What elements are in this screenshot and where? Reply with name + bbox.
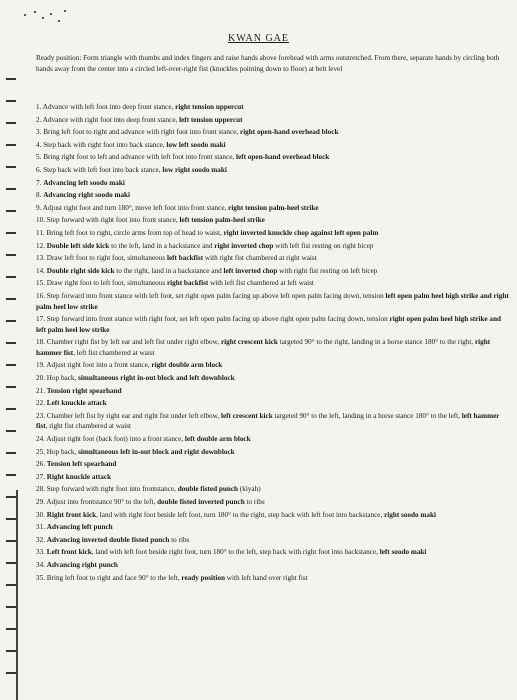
step-text: to ribs <box>169 535 190 544</box>
step-text: , left fist chambered at waist <box>73 348 155 357</box>
step-item <box>36 215 512 226</box>
step-technique: right crescent kick <box>220 338 278 347</box>
step-item <box>36 411 512 432</box>
step-item <box>36 241 512 252</box>
step-text: 12. <box>36 241 47 250</box>
step-technique: right tension uppercut <box>175 103 244 111</box>
step-technique: ready position <box>181 573 225 582</box>
step-text: 15. Draw right foot to left foot, simultaneous <box>36 279 167 288</box>
step-text: , land with right foot beside left foot, turn 180° to the right, step back with left foot into backstance, <box>96 510 385 519</box>
step-text: 35. Bring left foot to right and face 90° to the left, <box>36 573 182 582</box>
step-text: 10. Step forward with right foot into front stance, <box>36 216 180 225</box>
step-item <box>36 573 512 584</box>
step-text: 8. <box>36 191 44 200</box>
step-item <box>36 266 512 277</box>
step-technique: Right front kick <box>46 510 97 519</box>
step-item <box>36 140 512 151</box>
step-text: 33. <box>36 548 47 557</box>
step-technique: Advancing right punch <box>46 560 118 569</box>
binding-edge <box>2 60 32 700</box>
step-item <box>36 434 512 445</box>
step-text: 7. <box>36 178 44 187</box>
step-text: 28. Step forward with right foot into frontstance, <box>36 485 178 494</box>
step-item <box>36 165 512 176</box>
step-item <box>36 535 512 546</box>
step-text: 17. Step forward into front stance with right foot, set left open palm facing up above right open palm facing down, tension <box>36 315 390 324</box>
step-text: 3. Bring left foot to right and advance with right foot into front stance, <box>36 128 240 137</box>
step-text: (kiyah) <box>238 485 261 494</box>
step-technique: left open palm heel high strike and right palm heel low strike <box>36 291 509 311</box>
step-technique: right hammer fist <box>36 338 491 357</box>
step-technique: right backfist <box>166 279 209 288</box>
step-item <box>36 447 512 458</box>
step-text: 32. <box>36 535 47 544</box>
step-text: 21. <box>36 386 47 395</box>
step-text: 23. Chamber left fist by right ear and right fist under left elbow, <box>36 411 221 420</box>
step-text: 1. Advance with left foot into deep front stance, <box>36 103 176 111</box>
step-text: with left fist resting on right bicep <box>273 241 374 250</box>
step-text: to ribs <box>244 498 265 506</box>
step-text: 30. <box>36 510 47 519</box>
step-item <box>36 484 512 495</box>
step-item <box>36 547 512 558</box>
step-item <box>36 190 512 201</box>
step-text: 34. <box>36 560 47 569</box>
step-technique: right inverted chop <box>214 241 274 250</box>
step-text: 19. Adjust right foot into a front stance, <box>36 361 152 370</box>
step-technique: double fisted punch <box>177 485 239 494</box>
step-text: 11. Bring left foot to right, circle arms from top of head to waist, <box>36 228 224 237</box>
step-technique: right open palm heel high strike and left palm heel low strike <box>36 315 501 334</box>
step-technique: left crescent kick <box>220 411 273 420</box>
intro-paragraph: Ready position: Form triangle with thumbs and index fingers and raise hands above forehead with arms outstretched. From there, separate hands by circling both hands away from the center into a circled left-over-right fist (knuckles pointing down to floor) at belt level <box>36 54 500 73</box>
step-technique: right double arm block <box>151 361 223 370</box>
step-text: 14. <box>36 266 47 275</box>
step-item <box>36 560 512 571</box>
step-technique: right soodo maki <box>384 510 437 519</box>
step-text: 27. <box>36 472 47 481</box>
step-item <box>36 472 512 483</box>
step-text: 20. Hop back, <box>36 374 79 383</box>
step-technique: right tension palm-heel strike <box>228 203 319 212</box>
step-item <box>36 337 512 358</box>
step-technique: Tension left spearhand <box>46 460 117 469</box>
step-technique: Advancing inverted double fisted punch <box>46 535 170 544</box>
step-text: , land with left foot beside right foot, turn 180° to the left, step back with right foot into backstance, <box>91 548 380 557</box>
step-item <box>36 360 512 371</box>
step-technique: Tension right spearhand <box>46 386 122 395</box>
step-item <box>36 115 512 126</box>
step-technique: Advancing right soodo maki <box>43 191 131 200</box>
step-technique: low right soodo maki <box>162 165 227 174</box>
step-text: with right fist resting on left bicep <box>277 266 378 275</box>
step-item <box>36 291 512 312</box>
step-technique: left double arm block <box>184 435 251 444</box>
step-technique: Double right side kick <box>46 266 115 275</box>
step-technique: left hammer fist <box>36 411 500 431</box>
step-text: with right fist chambered at right waist <box>203 254 317 263</box>
step-technique: left open-hand overhead block <box>236 153 330 162</box>
step-item <box>36 228 512 239</box>
step-technique: Double left side kick <box>46 241 110 250</box>
step-text: 24. Adjust right foot (back foot) into a front stance, <box>36 435 185 444</box>
step-text: with left hand over right fist <box>225 573 308 582</box>
step-text: to the right, land in a backstance and <box>114 266 224 275</box>
step-text: , right fist chambered at waist <box>45 422 132 431</box>
step-item <box>36 127 512 138</box>
step-text: targeted 90° to the left, landing in a horse stance 180° to the left, <box>272 411 462 420</box>
step-technique: low left soodo maki <box>166 140 226 149</box>
step-technique: simultaneous left in-out block and right downblock <box>78 447 235 456</box>
step-technique: right inverted knuckle chop against left open palm <box>223 228 379 237</box>
step-text: 9. Adjust right foot and turn 180°, move left foot into front stance, <box>36 203 229 212</box>
step-technique: left backfist <box>166 254 204 263</box>
step-item <box>36 497 512 508</box>
step-technique: Advancing left soodo maki <box>43 178 125 187</box>
page-title: KWAN GAE <box>227 33 290 44</box>
step-technique: Advancing left punch <box>46 523 113 532</box>
step-item <box>36 152 512 163</box>
step-text: 4. Step back with right foot into back stance, <box>36 140 167 149</box>
step-technique: double fisted inverted punch <box>157 498 245 506</box>
step-item <box>36 314 512 335</box>
step-item <box>36 203 512 214</box>
step-item <box>36 178 512 189</box>
step-text: 22. <box>36 399 47 408</box>
step-item <box>36 522 512 533</box>
step-item <box>36 373 512 384</box>
step-technique: left inverted chop <box>223 266 278 275</box>
step-technique: Left knuckle attack <box>46 399 107 408</box>
step-technique: Right knuckle attack <box>46 472 112 481</box>
step-text: 26. <box>36 460 47 469</box>
step-item <box>36 398 512 409</box>
step-item <box>36 102 512 113</box>
step-item <box>36 253 512 264</box>
step-text: with left fist chambered at left waist <box>208 279 314 288</box>
step-text: 18. Chamber right fist by left ear and left fist under right elbow, <box>36 338 221 347</box>
step-text: 2. Advance with right foot into deep front stance, <box>36 115 180 124</box>
step-item <box>36 278 512 289</box>
step-item <box>36 459 512 470</box>
step-item <box>36 510 512 521</box>
step-text: 29. Adjust into frontstance 90° to the left, <box>36 498 158 506</box>
steps-list <box>36 102 512 583</box>
step-text: 5. Bring right foot to left and advance with left foot into front stance, <box>36 153 237 162</box>
step-text: 16. Step forward into front stance with left foot, set right open palm facing up above left open palm facing down, tension <box>36 291 386 300</box>
step-technique: left tension palm-heel strike <box>179 216 265 225</box>
step-technique: left tension uppercut <box>179 115 243 124</box>
step-text: 31. <box>36 523 47 532</box>
step-text: 6. Step back with left foot into back stance, <box>36 165 163 174</box>
step-technique: left soodo maki <box>379 548 427 557</box>
step-text: 25. Hop back, <box>36 447 79 456</box>
step-text: 13. Draw left foot to right foot, simultaneous <box>36 254 167 263</box>
step-text: targeted 90° to the right, landing in a horse stance 180° to the right, <box>277 338 475 347</box>
step-technique: right open-hand overhead block <box>240 128 339 137</box>
step-item <box>36 386 512 397</box>
step-text: to the left, land in a backstance and <box>109 241 215 250</box>
step-technique: Left front kick <box>46 548 92 557</box>
step-technique: simultaneous right in-out block and left downblock <box>78 374 235 383</box>
scan-specks <box>20 8 80 28</box>
